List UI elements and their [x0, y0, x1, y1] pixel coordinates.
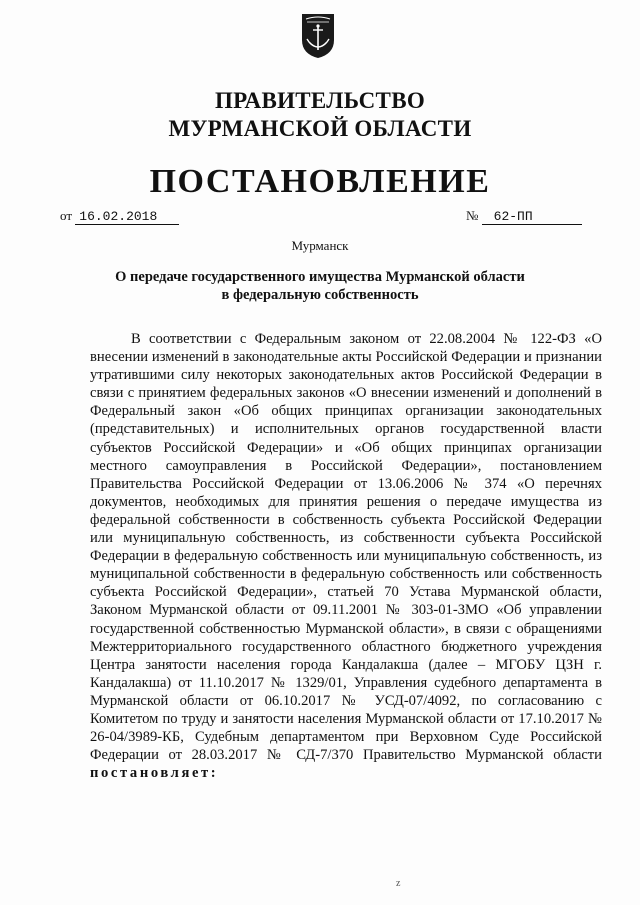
- title-line2: в федеральную собственность: [221, 287, 419, 303]
- date-field: [60, 208, 179, 225]
- number-value: 62-ПП: [482, 209, 582, 225]
- government-name-line2: МУРМАНСКОЙ ОБЛАСТИ: [168, 116, 472, 141]
- title-line1: О передаче государственного имущества Мурманской области: [115, 269, 525, 285]
- document-title: [0, 268, 640, 304]
- date-value: 16.02.2018: [75, 209, 179, 225]
- date-prefix: от: [60, 208, 73, 223]
- city: Мурманск: [291, 238, 349, 253]
- government-name-line1: ПРАВИТЕЛЬСТВО: [214, 88, 426, 113]
- body-text: В соответствии с Федеральным законом от 22.08.2004 № 122-ФЗ «О внесении изменений в законодательные акты Российской Федерации и признании утратившими силу некоторых законодательных актов Российской Федерации в связи с принятием федеральных законов «О внесении изменений и дополнений в Федеральный закон «Об общих принципах организации законодательных (представительных) и исполнительных органов государственной власти субъектов Российской Федерации» и «Об общих принципах организации местного самоуправления в Российской Федерации», постановлением Правительства Российской Федерации от 13.06.2006 № 374 «О перечнях документов, необходимых для принятия решения о передаче имущества из федеральной собственности в собственность субъекта Российской Федерации или муниципальную собственность, из собственности субъекта Российской Федерации в федеральную собственность или муниципальную собственность, из муниципальной собственности в федеральную собственность или собственность субъекта Российской Федерации», статьей 70 Устава Мурманской области, Законом Мурманской области от 09.11.2001 № 303-01-ЗМО «Об управлении государственной собственностью Мурманской области», в связи с обращениями Межтерриториального государственного областного бюджетного учреждения Центра занятости населения города Кандалакша (далее – МГОБУ ЦЗН г. Кандалакша) от 11.10.2017 № 1329/01, Управления судебного департамента в Мурманской области от 06.10.2017 № УСД-07/4092, по согласованию с Комитетом по труду и занятости населения Мурманской области от 17.10.2017 № 26-04/3989-КБ, Судебным департаментом при Верховном Суде Российской Федерации от 28.03.2017 № СД-7/370 Правительство Мурманской области: [90, 331, 602, 764]
- body-paragraph: [90, 330, 602, 782]
- resolves-keyword: постановляет:: [90, 765, 219, 782]
- coat-of-arms-icon: [298, 10, 338, 60]
- number-prefix: №: [466, 208, 479, 223]
- number-field: [466, 208, 582, 225]
- document-type: ПОСТАНОВЛЕНИЕ: [149, 163, 491, 200]
- footer-mark: z: [396, 878, 401, 889]
